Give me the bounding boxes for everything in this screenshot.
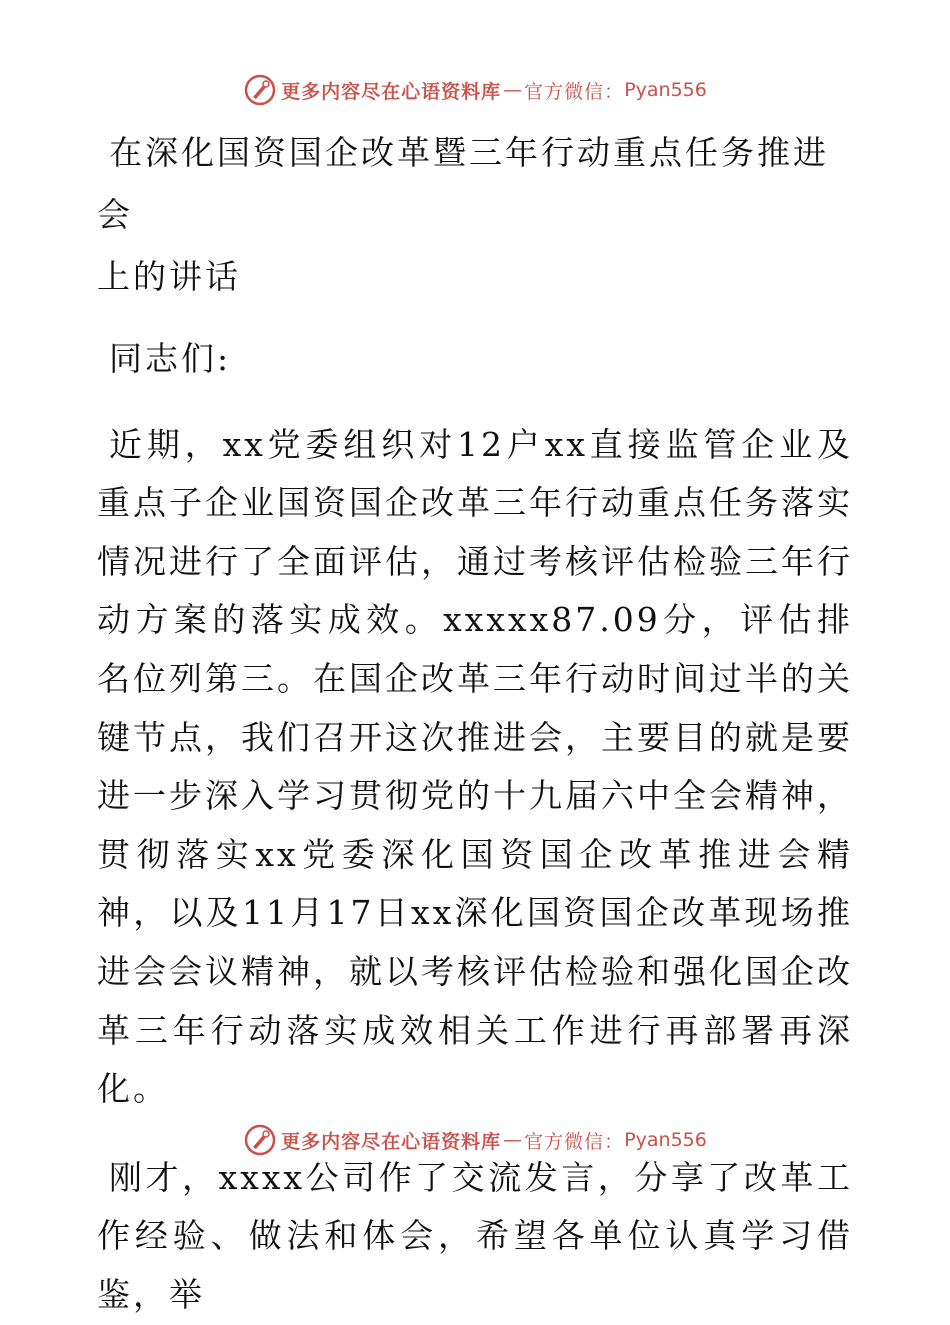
footer-banner bbox=[0, 1120, 950, 1160]
paragraph-2-text: 刚才，xxxx公司作了交流发言，分享了改革工作经验、做法和体会，希望各单位认真学习借鉴，举 bbox=[97, 1157, 853, 1314]
banner-separator: — bbox=[503, 1129, 523, 1151]
paragraph-1-text: 近期，xx党委组织对12户xx直接监管企业及重点子企业国资国企改革三年行动重点任务落实情况进行了全面评估，通过考核评估检验三年行动方案的落实成效。xxxxx87.09分，评估排名位列第三。在国企改革三年行动时间过半的关键节点，我们召开这次推进会，主要目的就是要进一步深入学习贯彻党的十九届六中全会精神，贯彻落实xx党委深化国资国企改革推进会精神，以及11月17日xx深化国资国企改革现场推进会会议精神，就以考核评估检验和强化国企改革三年行动落实成效相关工作进行再部署再深化。 bbox=[97, 424, 853, 1109]
paragraph-1 bbox=[97, 416, 853, 1119]
salutation bbox=[97, 330, 853, 389]
document-title bbox=[97, 122, 853, 308]
title-line-2: 上的讲话 bbox=[97, 257, 241, 296]
paragraph-2 bbox=[97, 1149, 853, 1325]
banner-brand: 更多内容尽在心语资料库 bbox=[281, 80, 502, 103]
title-line-1: 在深化国资国企改革暨三年行动重点任务推进会 bbox=[97, 133, 829, 234]
quill-circle-icon bbox=[243, 73, 277, 107]
banner-contact-id: Pyan556 bbox=[624, 79, 707, 101]
banner-contact-id: Pyan556 bbox=[624, 1129, 707, 1151]
quill-circle-icon bbox=[243, 1123, 277, 1157]
header-banner bbox=[0, 70, 950, 110]
banner-contact-label: 官方微信： bbox=[524, 1130, 625, 1153]
banner-brand: 更多内容尽在心语资料库 bbox=[281, 1130, 502, 1153]
banner-contact-label: 官方微信： bbox=[524, 80, 625, 103]
banner-separator: — bbox=[503, 79, 523, 101]
salutation-text: 同志们: bbox=[109, 339, 232, 378]
